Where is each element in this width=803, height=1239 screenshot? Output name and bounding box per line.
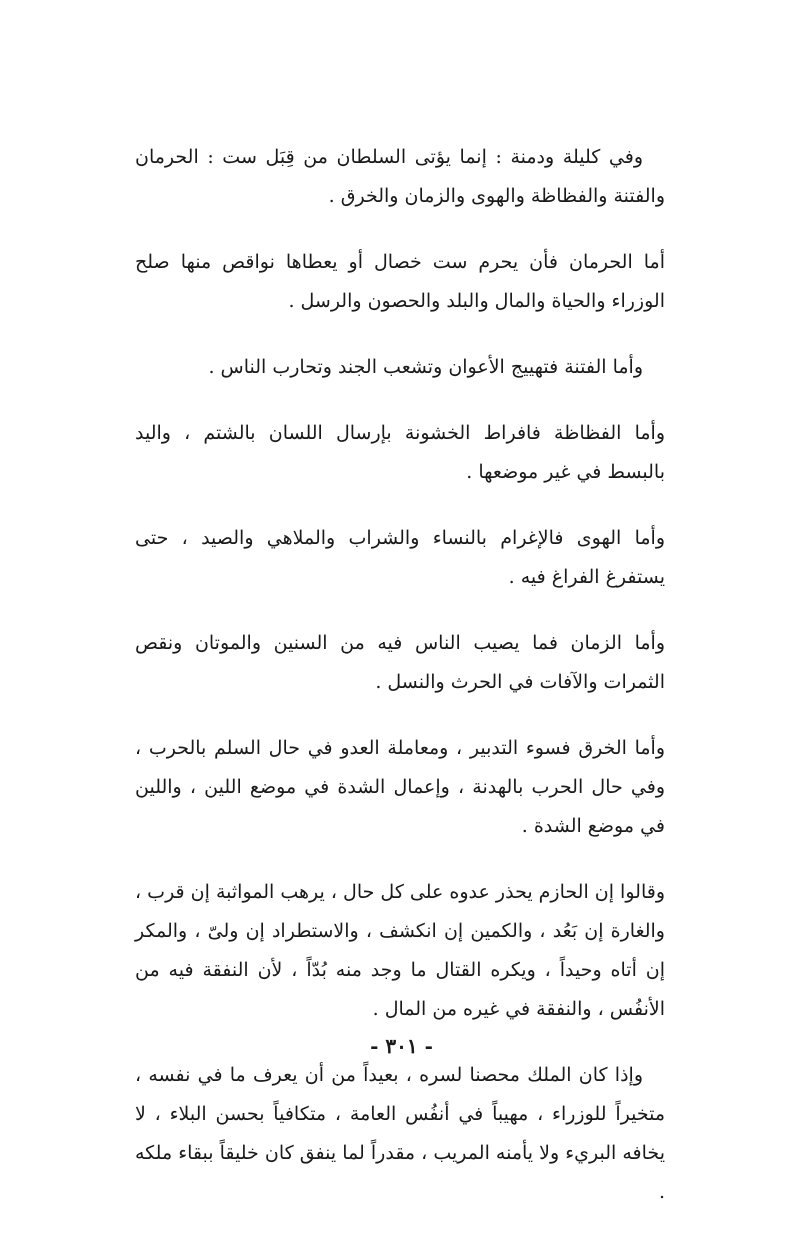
paragraph-hawa: وأما الهوى فالإغرام بالنساء والشراب والملاهي والصيد ، حتى يستفرغ الفراغ فيه . [135,527,665,588]
paragraph-hazim: وقالوا إن الحازم يحذر عدوه على كل حال ، يرهب المواثبة إن قرب ، والغارة إن بَعُد ، والكمين إن انكشف ، والاستطراد إن ولىّ ، والمكر إن أتاه وحيداً ، ويكره القتال ما وجد منه بُدّاً ، لأن النفقة فيه من الأنفُس ، والنفقة في غيره من المال . [135,881,665,1020]
paragraph-kalila-wa-dimna: وفي كليلة ودمنة : إنما يؤتى السلطان من قِبَل ست : الحرمان والفتنة والفظاظة والهوى والزمان والخرق . [135,146,665,207]
paragraph-fazaza: وأما الفظاظة فافراط الخشونة بإرسال اللسان بالشتم ، واليد بالبسط في غير موضعها . [135,422,665,483]
body-text [135,138,665,1239]
paragraph-malik: وإذا كان الملك محصنا لسره ، بعيداً من أن يعرف ما في نفسه ، متخيراً للوزراء ، مهيباً في أنفُس العامة ، متكافياً بحسن البلاء ، لا يخافه البريء ولا يأمنه المريب ، مقدراً لما ينفق كان خليقاً ببقاء ملكه . [135,1064,665,1203]
paragraph-zaman: وأما الزمان فما يصيب الناس فيه من السنين والموتان ونقص الثمرات والآفات في الحرث والنسل . [135,632,665,693]
paragraph-khurq: وأما الخرق فسوء التدبير ، ومعاملة العدو في حال السلم بالحرب ، وفي حال الحرب بالهدنة ، وإعمال الشدة في موضع اللين ، واللين في موضع الشدة . [135,737,665,837]
paragraph-hirman: أما الحرمان فأن يحرم ست خصال أو يعطاها نواقص منها صلح الوزراء والحياة والمال والبلد والحصون والرسل . [135,251,665,312]
paragraph-fitna: وأما الفتنة فتهييج الأعوان وتشعب الجند وتحارب الناس . [208,356,643,378]
page-number: - ٣٠١ - [370,1034,433,1058]
